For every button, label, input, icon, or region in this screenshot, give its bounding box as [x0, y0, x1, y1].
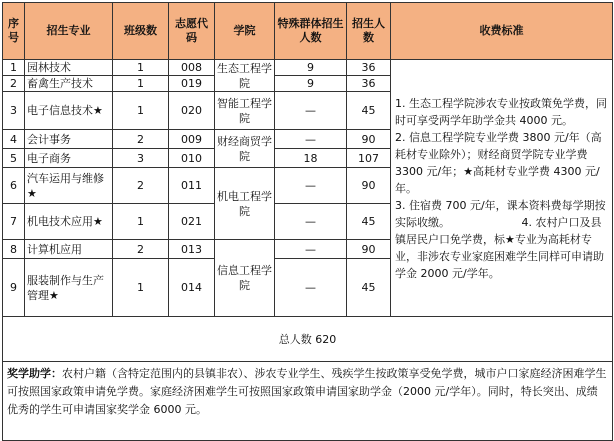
cell-major: 机电技术应用★ — [25, 204, 113, 240]
cell-major: 服装制作与生产管理★ — [25, 259, 113, 317]
cell-college-info: 信息工程学院 — [215, 240, 275, 317]
cell-major: 汽车运用与维修★ — [25, 168, 113, 204]
cell-seq: 9 — [3, 259, 25, 317]
table-row — [3, 60, 613, 76]
cell-seq: 4 — [3, 130, 25, 149]
fees-paragraph-3: 3. 住宿费 700 元/年，课本资料费每学期按实际收缴。 4. 农村户口及县镇居民户口免学费，标★专业为高耗材专业，非涉农专业家庭困难学生同样可申请助学金 2000 元/学年。 — [395, 198, 606, 280]
notes-text: 农村户籍（含特定范围内的县镇非农）、涉农专业学生、残疾学生按政策享受免学费，城市户口家庭经济困难学生可按照国家政策申请免学费。家庭经济困难学生可按照国家政策申请国家助学金（2000 元/学年）。同时，特长突出、成绩优秀的学生可申请国家奖学金 6000 元。 — [7, 367, 607, 416]
header-fees: 收费标准 — [391, 3, 613, 60]
cell-major: 会计事务 — [25, 130, 113, 149]
cell-code: 019 — [169, 76, 215, 92]
cell-level: 1 — [113, 92, 169, 130]
cell-enroll: 45 — [347, 259, 391, 317]
header-enroll: 招生人数 — [347, 3, 391, 60]
cell-code: 010 — [169, 149, 215, 168]
cell-level: 1 — [113, 76, 169, 92]
cell-enroll: 45 — [347, 204, 391, 240]
cell-level: 3 — [113, 149, 169, 168]
cell-enroll: 90 — [347, 240, 391, 259]
cell-seq: 8 — [3, 240, 25, 259]
cell-special: — — [275, 259, 347, 317]
cell-special: 18 — [275, 149, 347, 168]
cell-major: 畜禽生产技术 — [25, 76, 113, 92]
fees-paragraph-2: 2. 信息工程学院专业学费 3800 元/年（高耗材专业除外）；财经商贸学院专业学费 3300 元/年；★高耗材专业学费 4300 元/年。 — [395, 130, 602, 195]
cell-seq: 6 — [3, 168, 25, 204]
cell-special: 9 — [275, 76, 347, 92]
header-special: 特殊群体招生人数 — [275, 3, 347, 60]
cell-enroll: 36 — [347, 60, 391, 76]
cell-code: 008 — [169, 60, 215, 76]
cell-code: 013 — [169, 240, 215, 259]
cell-college-finance: 财经商贸学院 — [215, 130, 275, 168]
fees-paragraph-1: 1. 生态工程学院涉农专业按政策免学费，同时可享受两学年助学金共 4000 元。 — [395, 96, 607, 127]
cell-college-eco: 生态工程学院 — [215, 60, 275, 92]
cell-level: 2 — [113, 168, 169, 204]
cell-seq: 1 — [3, 60, 25, 76]
cell-code: 009 — [169, 130, 215, 149]
cell-college-mech: 机电工程学院 — [215, 168, 275, 240]
cell-seq: 5 — [3, 149, 25, 168]
cell-code: 014 — [169, 259, 215, 317]
header-code: 志愿代码 — [169, 3, 215, 60]
notes-row — [3, 362, 613, 441]
cell-level: 2 — [113, 130, 169, 149]
cell-college-smart: 智能工程学院 — [215, 92, 275, 130]
scholarship-notes — [3, 362, 613, 441]
total-count: 总人数 620 — [3, 317, 613, 362]
fees-standard-cell — [391, 60, 613, 317]
enrollment-table — [2, 2, 613, 441]
cell-seq: 2 — [3, 76, 25, 92]
cell-special: — — [275, 92, 347, 130]
cell-special: — — [275, 168, 347, 204]
header-level: 班级数 — [113, 3, 169, 60]
header-college: 学院 — [215, 3, 275, 60]
cell-code: 011 — [169, 168, 215, 204]
cell-major: 计算机应用 — [25, 240, 113, 259]
cell-code: 021 — [169, 204, 215, 240]
cell-seq: 3 — [3, 92, 25, 130]
cell-special: — — [275, 204, 347, 240]
cell-level: 1 — [113, 60, 169, 76]
cell-major: 电子商务 — [25, 149, 113, 168]
cell-enroll: 36 — [347, 76, 391, 92]
header-major: 招生专业 — [25, 3, 113, 60]
cell-code: 020 — [169, 92, 215, 130]
cell-special: — — [275, 130, 347, 149]
notes-label: 奖学助学： — [7, 367, 62, 380]
cell-level: 1 — [113, 204, 169, 240]
header-seq: 序号 — [3, 3, 25, 60]
cell-level: 1 — [113, 259, 169, 317]
total-row — [3, 317, 613, 362]
cell-special: — — [275, 240, 347, 259]
cell-enroll: 45 — [347, 92, 391, 130]
cell-major: 园林技术 — [25, 60, 113, 76]
cell-enroll: 107 — [347, 149, 391, 168]
cell-major: 电子信息技术★ — [25, 92, 113, 130]
header-row — [3, 3, 613, 60]
cell-enroll: 90 — [347, 130, 391, 149]
enrollment-table-container — [2, 2, 612, 441]
cell-special: 9 — [275, 60, 347, 76]
cell-level: 2 — [113, 240, 169, 259]
cell-seq: 7 — [3, 204, 25, 240]
cell-enroll: 90 — [347, 168, 391, 204]
